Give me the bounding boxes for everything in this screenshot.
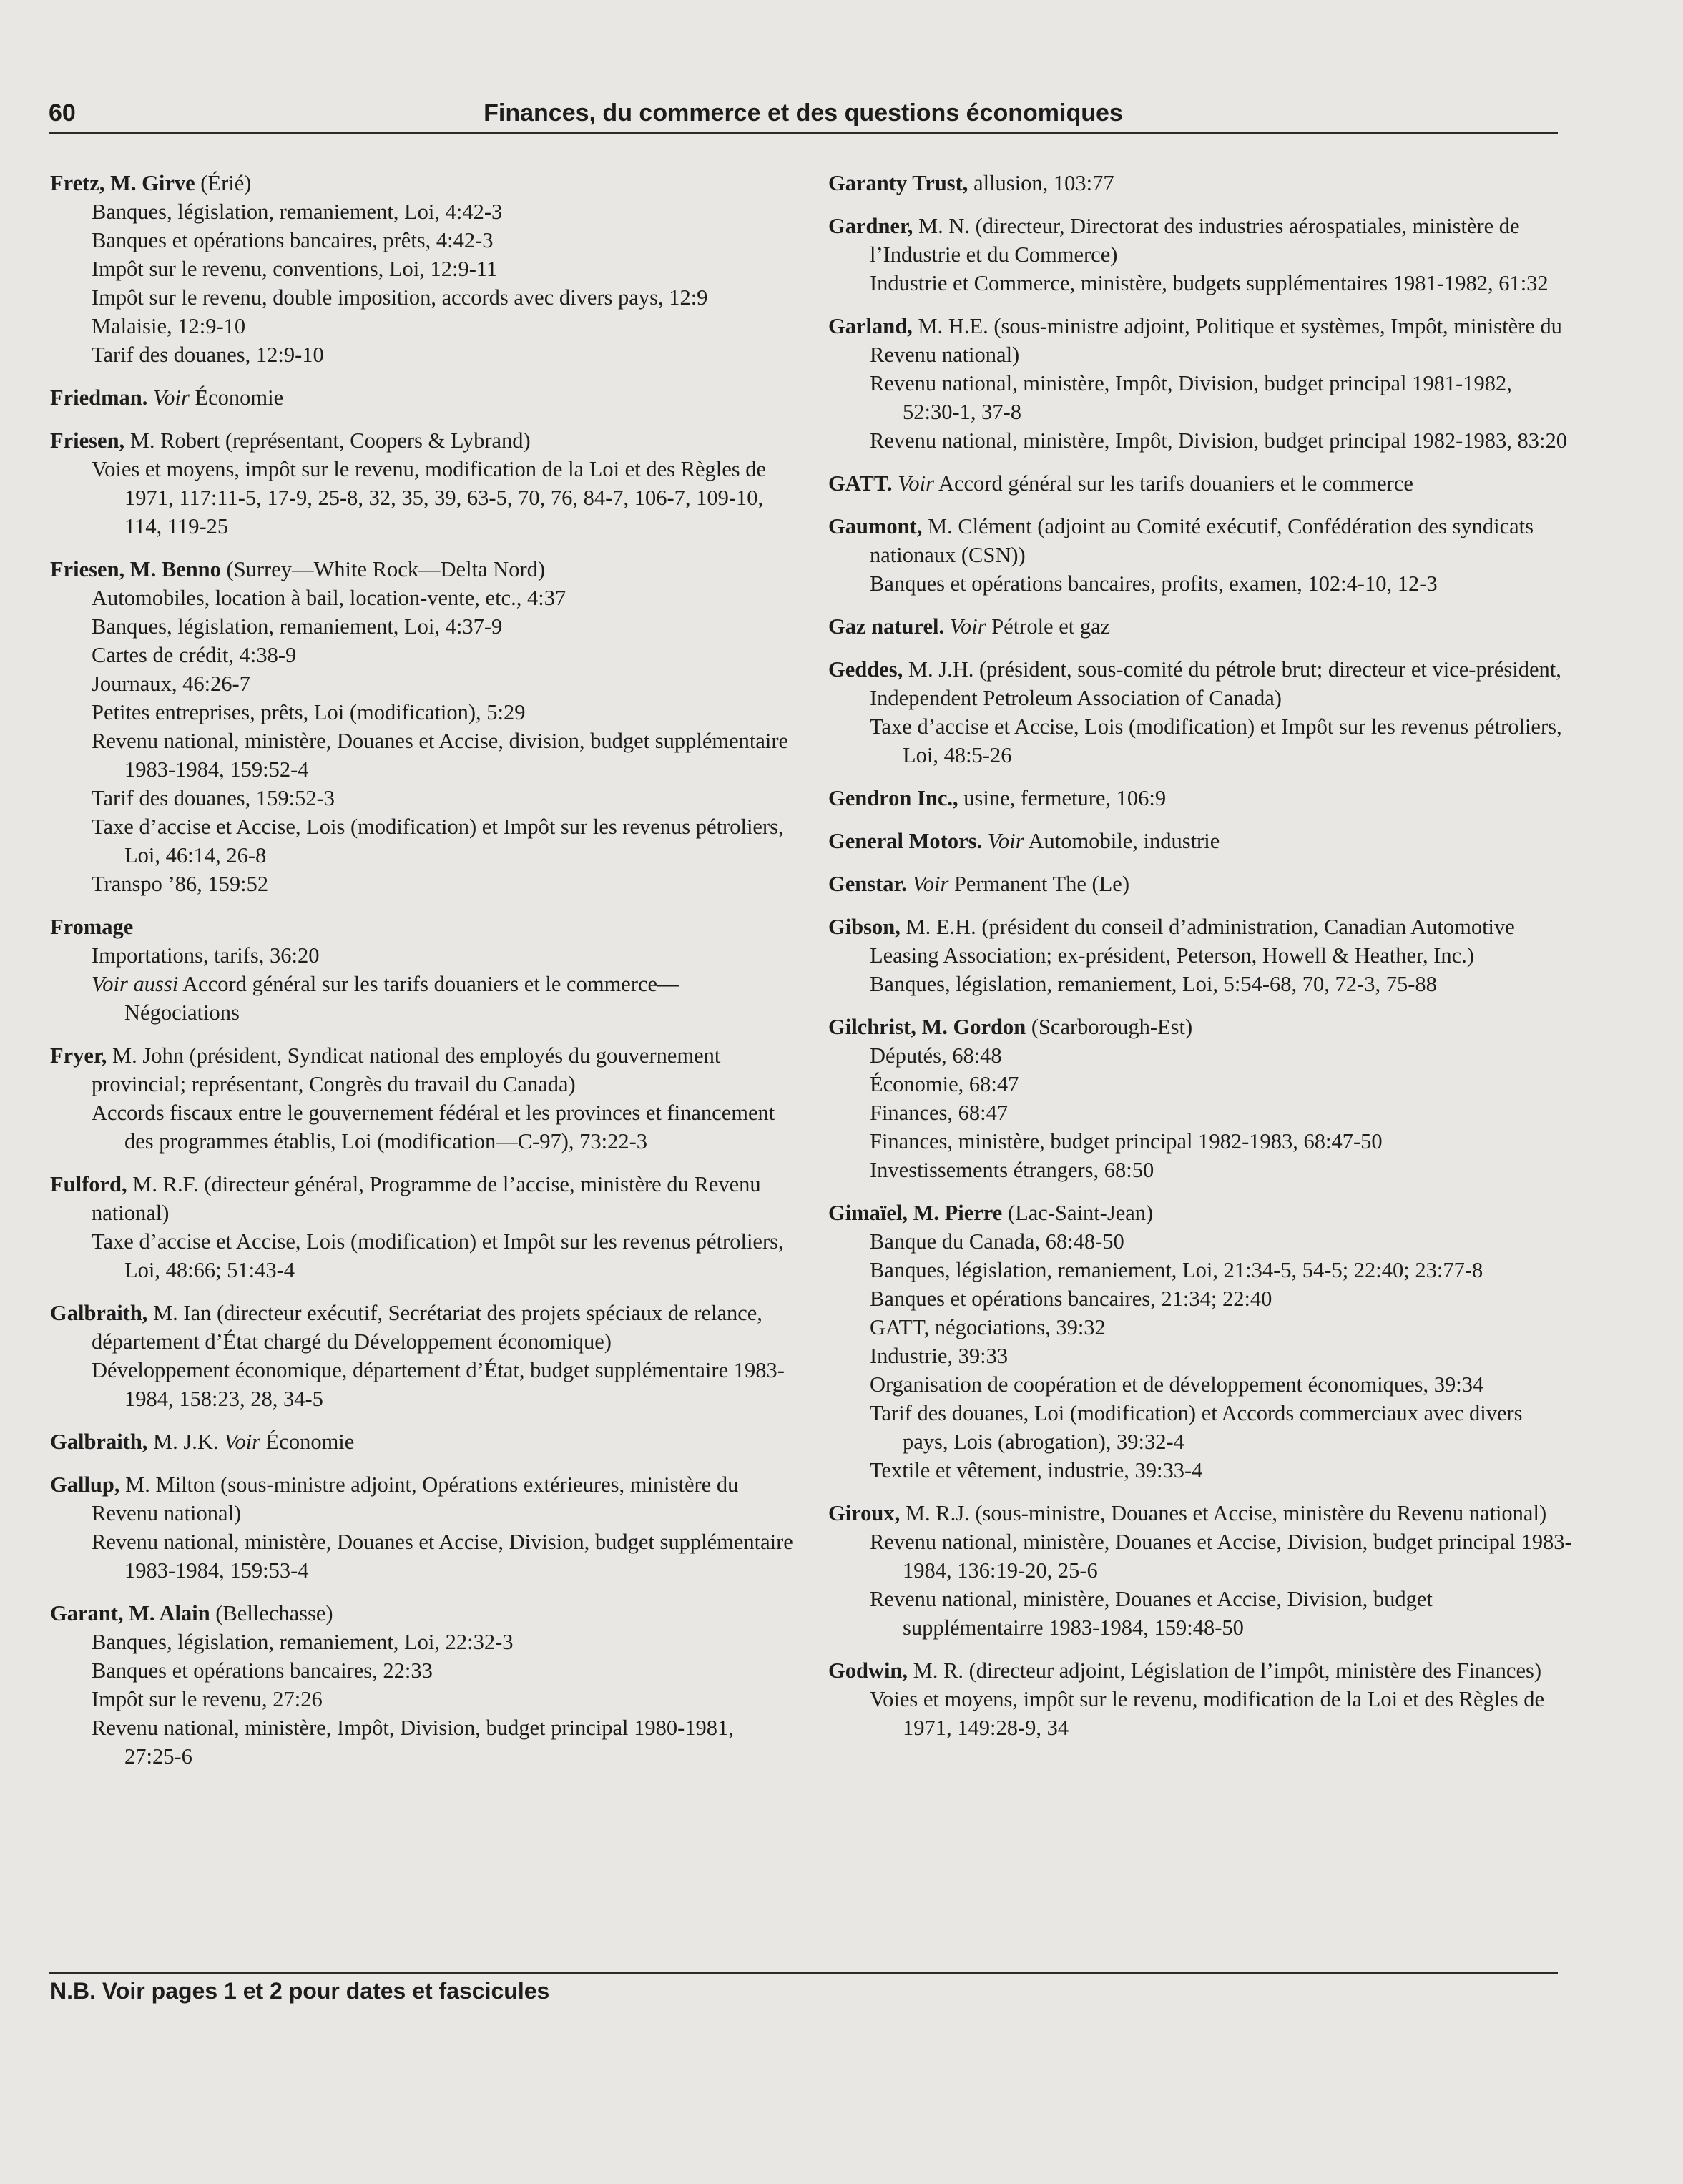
entry-text: Organisation de coopération et de développement économiques, 39:34	[870, 1372, 1484, 1397]
entry-text: Revenu national, ministère, Douanes et Accise, Division, budget supplémentairre 1983-1984, 159:48-50	[870, 1587, 1433, 1640]
entry-name: General Motors.	[828, 829, 983, 853]
entry-text: M. H.E. (sous-ministre adjoint, Politique et systèmes, Impôt, ministère du Revenu national)	[870, 314, 1562, 367]
index-entry	[828, 469, 1572, 498]
entry-heading	[828, 1013, 1572, 1041]
cross-reference-word: Voir	[949, 614, 986, 639]
entry-text: Taxe d’accise et Accise, Lois (modification) et Impôt sur les revenus pétroliers, Loi, 48:5-26	[870, 714, 1562, 767]
entry-heading	[828, 612, 1572, 641]
entry-text: usine, fermeture, 106:9	[958, 786, 1167, 810]
entry-subheading	[50, 970, 794, 1027]
entry-heading	[50, 1427, 794, 1456]
entry-subheading	[828, 1370, 1572, 1399]
index-entry	[50, 913, 794, 1027]
entry-text: Pétrole et gaz	[986, 614, 1111, 639]
entry-subheading	[50, 870, 794, 898]
entry-text: M. N. (directeur, Directorat des industries aérospatiales, ministère de l’Industrie et du Commerce)	[870, 214, 1520, 267]
entry-heading	[828, 827, 1572, 855]
entry-subheading	[50, 1356, 794, 1413]
index-entry	[828, 1499, 1572, 1642]
index-entry	[828, 913, 1572, 998]
cross-reference-word: Voir	[898, 471, 935, 496]
entry-subheading	[50, 584, 794, 612]
index-entry	[828, 655, 1572, 769]
entry-heading	[828, 512, 1572, 569]
entry-text: Transpo ’86, 159:52	[92, 872, 269, 896]
entry-name: Friesen,	[50, 428, 125, 453]
entry-subheading	[50, 698, 794, 727]
entry-text: Revenu national, ministère, Douanes et Accise, Division, budget supplémentaire 1983-1984, 159:53-4	[92, 1530, 793, 1583]
entry-heading	[50, 426, 794, 455]
entry-text: Impôt sur le revenu, double imposition, accords avec divers pays, 12:9	[92, 285, 708, 310]
entry-name: Gimaïel, M. Pierre	[828, 1201, 1003, 1225]
footer-divider	[49, 1972, 1558, 1974]
entry-text	[944, 614, 950, 639]
entry-text: Revenu national, ministère, Impôt, Division, budget principal 1980-1981, 27:25-6	[92, 1716, 734, 1769]
page-header	[49, 90, 1558, 134]
entry-text: Automobiles, location à bail, location-vente, etc., 4:37	[92, 586, 566, 610]
entry-text: Accord général sur les tarifs douaniers et le commerce—Négociations	[124, 972, 679, 1025]
entry-heading	[50, 913, 794, 941]
entry-heading	[50, 1170, 794, 1227]
entry-text: Économie	[189, 385, 284, 410]
index-entry	[828, 612, 1572, 641]
entry-subheading	[50, 1656, 794, 1685]
entry-text: Finances, 68:47	[870, 1101, 1009, 1125]
index-entry	[50, 426, 794, 541]
entry-subheading	[50, 1098, 794, 1156]
entry-subheading	[828, 1156, 1572, 1184]
entry-text: Taxe d’accise et Accise, Lois (modification) et Impôt sur les revenus pétroliers, Loi, 46:14, 26-8	[92, 815, 784, 867]
entry-text: Industrie, 39:33	[870, 1344, 1009, 1368]
entry-heading	[828, 1199, 1572, 1227]
entry-text	[907, 872, 913, 896]
entry-name: Gallup,	[50, 1472, 120, 1497]
entry-text: M. J.H. (président, sous-comité du pétrole brut; directeur et vice-président, Independent Petroleum Association of Canada)	[870, 657, 1561, 710]
entry-text: Malaisie, 12:9-10	[92, 314, 246, 338]
entry-subheading	[50, 1685, 794, 1713]
entry-name: Geddes,	[828, 657, 903, 682]
entry-text: Automobile, industrie	[1024, 829, 1220, 853]
entry-subheading	[828, 426, 1572, 455]
entry-name: Garant, M. Alain	[50, 1601, 210, 1625]
cross-reference-word: Voir	[912, 872, 949, 896]
index-column-right	[828, 169, 1572, 1756]
entry-text: Voies et moyens, impôt sur le revenu, modification de la Loi et des Règles de 1971, 149:28-9, 34	[870, 1687, 1545, 1740]
index-entry	[50, 1041, 794, 1156]
entry-text: Industrie et Commerce, ministère, budgets supplémentaires 1981-1982, 61:32	[870, 271, 1549, 295]
entry-subheading	[50, 1227, 794, 1284]
entry-text: Accords fiscaux entre le gouvernement fédéral et les provinces et financement des programmes établis, Loi (modification—C-97), 73:22-3	[92, 1101, 775, 1154]
entry-text: Journaux, 46:26-7	[92, 672, 250, 696]
entry-heading	[828, 784, 1572, 812]
entry-name: Gaz naturel.	[828, 614, 945, 639]
entry-heading	[50, 1299, 794, 1356]
entry-heading	[828, 312, 1572, 369]
entry-subheading	[50, 340, 794, 369]
entry-text: Tarif des douanes, Loi (modification) et Accords commerciaux avec divers pays, Lois (abrogation), 39:32-4	[870, 1401, 1523, 1454]
entry-name: Fromage	[50, 915, 134, 939]
entry-subheading	[828, 1098, 1572, 1127]
entry-name: Friesen, M. Benno	[50, 557, 221, 581]
entry-subheading	[50, 312, 794, 340]
entry-name: Friedman.	[50, 385, 148, 410]
entry-name: Fryer,	[50, 1043, 107, 1068]
entry-subheading	[828, 1342, 1572, 1370]
entry-subheading	[50, 941, 794, 970]
entry-text: Banques et opérations bancaires, profits, examen, 102:4-10, 12-3	[870, 571, 1438, 596]
entry-heading	[828, 1499, 1572, 1528]
cross-reference-word: Voir	[987, 829, 1024, 853]
entry-text: Développement économique, département d’État, budget supplémentaire 1983-1984, 158:23, 28, 34-5	[92, 1358, 785, 1411]
entry-text: (Lac-Saint-Jean)	[1002, 1201, 1154, 1225]
entry-subheading	[50, 226, 794, 255]
entry-subheading	[828, 1313, 1572, 1342]
entry-subheading	[50, 669, 794, 698]
index-column-left	[50, 169, 794, 1785]
entry-text: (Érié)	[195, 171, 252, 195]
index-entry	[50, 555, 794, 898]
index-entry	[828, 784, 1572, 812]
index-entry	[828, 1656, 1572, 1742]
entry-subheading	[50, 1713, 794, 1771]
entry-text: Importations, tarifs, 36:20	[92, 943, 320, 968]
entry-text: Banques et opérations bancaires, prêts, 4:42-3	[92, 228, 494, 252]
entry-subheading	[828, 1456, 1572, 1485]
entry-heading	[828, 1656, 1572, 1685]
entry-text: Banques, législation, remaniement, Loi, 21:34-5, 54-5; 22:40; 23:77-8	[870, 1258, 1483, 1282]
entry-heading	[828, 870, 1572, 898]
cross-reference-word: Voir	[153, 385, 190, 410]
entry-text: (Bellechasse)	[210, 1601, 333, 1625]
entry-name: Fulford,	[50, 1172, 127, 1196]
entry-text: M. J.K.	[147, 1430, 225, 1454]
entry-name: Genstar.	[828, 872, 907, 896]
entry-heading	[828, 913, 1572, 970]
index-entry	[50, 1170, 794, 1284]
entry-subheading	[50, 784, 794, 812]
entry-subheading	[828, 1284, 1572, 1313]
entry-text: Taxe d’accise et Accise, Lois (modification) et Impôt sur les revenus pétroliers, Loi, 48:66; 51:43-4	[92, 1229, 784, 1282]
entry-text: Revenu national, ministère, Impôt, Division, budget principal 1981-1982, 52:30-1, 37-8	[870, 371, 1512, 424]
entry-text: (Surrey—White Rock—Delta Nord)	[220, 557, 546, 581]
entry-text: Accord général sur les tarifs douaniers et le commerce	[934, 471, 1413, 496]
entry-text: Banques, législation, remaniement, Loi, 4:37-9	[92, 614, 503, 639]
entry-text: Revenu national, ministère, Douanes et Accise, Division, budget principal 1983-1984, 136:19-20, 25-6	[870, 1530, 1572, 1583]
entry-subheading	[50, 641, 794, 669]
entry-subheading	[828, 1227, 1572, 1256]
entry-name: Giroux,	[828, 1501, 901, 1525]
entry-text: Voies et moyens, impôt sur le revenu, modification de la Loi et des Règles de 1971, 117:11-5, 17-9, 25-8, 32, 35, 39, 63-5, 70, 76, 84-7, 106-7, 109-10, 114, 119-25	[92, 457, 767, 538]
entry-heading	[50, 1599, 794, 1628]
entry-subheading	[828, 1041, 1572, 1070]
entry-text: Banques, législation, remaniement, Loi, 22:32-3	[92, 1630, 514, 1654]
entry-heading	[50, 555, 794, 584]
entry-text: Banques et opérations bancaires, 22:33	[92, 1658, 433, 1683]
entry-text: (Scarborough-Est)	[1026, 1015, 1193, 1039]
entry-subheading	[50, 255, 794, 283]
entry-text: Impôt sur le revenu, conventions, Loi, 12:9-11	[92, 257, 498, 281]
entry-name: Gaumont,	[828, 514, 923, 538]
entry-subheading	[828, 970, 1572, 998]
entry-subheading	[828, 369, 1572, 426]
entry-text: M. R. (directeur adjoint, Législation de l’impôt, ministère des Finances)	[908, 1658, 1542, 1683]
index-entry	[50, 1299, 794, 1413]
entry-text: Banque du Canada, 68:48-50	[870, 1229, 1124, 1254]
entry-text: Investissements étrangers, 68:50	[870, 1158, 1154, 1182]
index-entry	[828, 1013, 1572, 1184]
index-entry	[828, 870, 1572, 898]
entry-text: M. Clément (adjoint au Comité exécutif, Confédération des syndicats nationaux (CSN))	[870, 514, 1534, 567]
entry-text: M. Ian (directeur exécutif, Secrétariat des projets spéciaux de relance, département d’État chargé du Développement économique)	[92, 1301, 762, 1354]
entry-heading	[50, 1470, 794, 1528]
entry-subheading	[828, 1585, 1572, 1642]
entry-subheading	[50, 1628, 794, 1656]
entry-subheading	[50, 455, 794, 541]
index-entry	[828, 512, 1572, 598]
entry-text: M. E.H. (président du conseil d’administration, Canadian Automotive Leasing Association; ex-président, Peterson, Howell & Heather, Inc.)	[870, 915, 1515, 968]
entry-text: Économie, 68:47	[870, 1072, 1019, 1096]
entry-subheading	[50, 197, 794, 226]
entry-text: M. John (président, Syndicat national des employés du gouvernement provincial; représentant, Congrès du travail du Canada)	[92, 1043, 721, 1096]
index-entry	[828, 827, 1572, 855]
entry-text: M. Robert (représentant, Coopers & Lybrand)	[124, 428, 531, 453]
entry-subheading	[828, 1070, 1572, 1098]
entry-text: Cartes de crédit, 4:38-9	[92, 643, 297, 667]
entry-name: Garland,	[828, 314, 913, 338]
entry-subheading	[50, 727, 794, 784]
entry-text: Députés, 68:48	[870, 1043, 1002, 1068]
entry-heading	[828, 655, 1572, 712]
entry-text: Textile et vêtement, industrie, 39:33-4	[870, 1458, 1203, 1482]
cross-reference-word: Voir aussi	[92, 972, 179, 996]
entry-text: Banques et opérations bancaires, 21:34; 22:40	[870, 1287, 1272, 1311]
entry-text: Permanent The (Le)	[948, 872, 1129, 896]
entry-name: Fretz, M. Girve	[50, 171, 195, 195]
entry-heading	[828, 469, 1572, 498]
entry-text: M. R.F. (directeur général, Programme de l’accise, ministère du Revenu national)	[92, 1172, 761, 1225]
entry-text: Tarif des douanes, 12:9-10	[92, 343, 324, 367]
entry-name: Galbraith,	[50, 1301, 148, 1325]
entry-name: Garanty Trust,	[828, 171, 968, 195]
entry-text: Économie	[260, 1430, 355, 1454]
entry-heading	[50, 169, 794, 197]
entry-name: GATT.	[828, 471, 893, 496]
entry-subheading	[828, 269, 1572, 297]
entry-subheading	[50, 812, 794, 870]
entry-subheading	[828, 1256, 1572, 1284]
index-entry	[828, 212, 1572, 297]
entry-subheading	[828, 1399, 1572, 1456]
entry-subheading	[828, 1528, 1572, 1585]
entry-text	[982, 829, 988, 853]
index-entry	[50, 1427, 794, 1456]
index-entry	[828, 1199, 1572, 1485]
entry-name: Gilchrist, M. Gordon	[828, 1015, 1026, 1039]
entry-subheading	[828, 569, 1572, 598]
index-entry	[828, 312, 1572, 455]
entry-subheading	[828, 1685, 1572, 1742]
entry-text: Petites entreprises, prêts, Loi (modification), 5:29	[92, 700, 526, 724]
entry-text: allusion, 103:77	[968, 171, 1114, 195]
running-title: Finances, du commerce et des questions économiques	[484, 99, 1123, 127]
entry-text: Revenu national, ministère, Douanes et Accise, division, budget supplémentaire 1983-1984, 159:52-4	[92, 729, 789, 782]
entry-text: GATT, négociations, 39:32	[870, 1315, 1106, 1339]
entry-text: Impôt sur le revenu, 27:26	[92, 1687, 323, 1711]
entry-text: Finances, ministère, budget principal 1982-1983, 68:47-50	[870, 1129, 1383, 1154]
entry-heading	[50, 1041, 794, 1098]
index-entry	[50, 1470, 794, 1585]
entry-subheading	[828, 1127, 1572, 1156]
entry-heading	[50, 383, 794, 412]
entry-text: M. R.J. (sous-ministre, Douanes et Accise, ministère du Revenu national)	[900, 1501, 1547, 1525]
entry-text	[147, 385, 153, 410]
index-entry	[50, 383, 794, 412]
entry-subheading	[50, 283, 794, 312]
page-number: 60	[49, 99, 76, 127]
index-entry	[50, 169, 794, 369]
entry-name: Galbraith,	[50, 1430, 148, 1454]
footer-note: N.B. Voir pages 1 et 2 pour dates et fascicules	[50, 1978, 550, 2004]
entry-name: Gibson,	[828, 915, 901, 939]
entry-text: Tarif des douanes, 159:52-3	[92, 786, 335, 810]
entry-text: Revenu national, ministère, Impôt, Division, budget principal 1982-1983, 83:20	[870, 428, 1568, 453]
entry-name: Gardner,	[828, 214, 913, 238]
entry-text: Banques, législation, remaniement, Loi, 4:42-3	[92, 200, 503, 224]
entry-heading	[828, 169, 1572, 197]
cross-reference-word: Voir	[224, 1430, 261, 1454]
entry-name: Godwin,	[828, 1658, 908, 1683]
entry-subheading	[50, 1528, 794, 1585]
index-entry	[50, 1599, 794, 1771]
entry-name: Gendron Inc.,	[828, 786, 958, 810]
entry-heading	[828, 212, 1572, 269]
entry-subheading	[50, 612, 794, 641]
entry-subheading	[828, 712, 1572, 769]
entry-text: M. Milton (sous-ministre adjoint, Opérations extérieures, ministère du Revenu national)	[92, 1472, 739, 1525]
index-entry	[828, 169, 1572, 197]
entry-text: Banques, législation, remaniement, Loi, 5:54-68, 70, 72-3, 75-88	[870, 972, 1437, 996]
